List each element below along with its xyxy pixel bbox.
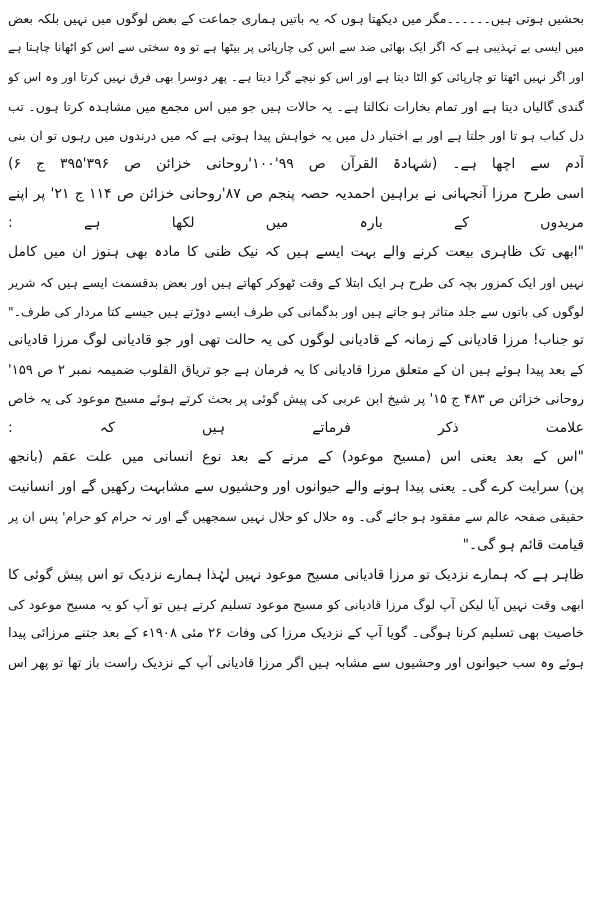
text-line: خاصیت بھی تسلیم کرنا ہوگی۔ گویا آپ کے نزدیک مرزا کی وفات ۲۶ مئی ۱۹۰۸ء کے بعد جتنے مرزائی پیدا (8, 626, 584, 642)
text-line: دل کباب ہو تا اور جلتا ہے اور بے اختیار دل میں یہ خواہش پیدا ہوتی ہے کہ میں درندوں میں رہوں تو ان بنی (8, 128, 584, 144)
quote-line: پن) سرایت کرے گی۔ یعنی پیدا ہونے والے حیوانوں اور وحشیوں سے مشابہت رکھیں گے اور انسانیت (8, 478, 584, 495)
quote-line: قیامت قائم ہو گی۔" (462, 537, 584, 554)
quotation-followers (8, 238, 584, 326)
quote-line: لوگوں کی باتوں سے جلد متاثر ہو جاتے ہیں اور بدگمانی کی طرف ایسے دوڑتے ہیں جیسے کتا مردار کی طرف۔" (8, 303, 584, 319)
text-line: گندی گالیاں دیتا ہے اور تمام بخارات نکالتا ہے۔ یہ حالات ہیں جو میں اس مجمع میں مشاہدہ کرتا ہوں۔ تب (8, 98, 584, 114)
text-line: آدم سے اچھا ہے۔ (شہادۃ القرآن ص ۹۹'۱۰۰'روحانی خزائن ص ۳۹۶'۳۹۵ ج ۶) (8, 156, 584, 173)
text-line: بحشیں ہوتی ہیں۔۔۔۔۔۔مگر میں دیکھتا ہوں کہ یہ باتیں ہماری جماعت کے بعض لوگوں میں نہیں بلکہ بعض (8, 11, 584, 26)
text-line: ہوئے وہ سب حیوانوں اور وحشیوں سے مشابہ ہیں اگر مرزا قادیانی آپ کے نزدیک راست باز تھا تو پھر اس (8, 655, 584, 671)
text-line: تو جناب! مرزا قادیانی کے زمانہ کے قادیانی لوگوں کی یہ حالت تھی اور جو قادیانی لوگ مرزا قادیانی (8, 332, 584, 349)
paragraph-tiryaq-reference (8, 326, 584, 443)
text-line: کے بعد پیدا ہوئے ہیں ان کے متعلق مرزا قادیانی کا یہ فرمان ہے جو تریاق القلوب ضمیمہ نمبر ۲ ص ۱۵۹' (8, 362, 584, 378)
quote-line: حقیقی صفحہ عالم سے مفقود ہو جائے گی۔ وہ حلال کو حلال نہیں سمجھیں گے اور نہ حرام کو حرام' پس ان پر (8, 509, 584, 525)
quote-line: نہیں اور ایک کمزور بچہ کی طرح ہر ایک ابتلا کے وقت ٹھوکر کھاتے ہیں اور بعض بدقسمت ایسے ہیں کہ شریر (8, 274, 584, 290)
text-line: اور اگر نہیں اٹھتا تو چارپائی کو الٹا دیتا ہے اور اس کو نیچے گرا دیتا ہے۔ پھر دوسرا بھی فرق نہیں کرتا اور وہ اس کو (8, 69, 584, 84)
quotation-promised-messiah (8, 443, 584, 560)
paragraph-wild-manners (8, 4, 584, 180)
paragraph-braheen-reference (8, 180, 584, 239)
text-line: روحانی خزائن ص ۴۸۳ ج ۱۵' پر شیخ ابن عربی کی پیش گوئی پر بحث کرتے ہوئے مسیح موعود کی یہ خاص (8, 391, 584, 407)
text-line: ظاہر ہے کہ ہمارے نزدیک تو مرزا قادیانی مسیح موعود نہیں لہٰذا ہمارے نزدیک تو اس پیش گوئی کا (8, 566, 584, 583)
text-line: مریدوں کے بارہ میں لکھا ہے : (8, 215, 584, 232)
quote-line: "ابھی تک ظاہری بیعت کرنے والے بہت ایسے ہیں کہ نیک ظنی کا مادہ بھی ہنوز ان میں کامل (8, 244, 584, 261)
text-line: میں ایسی بے تہذیبی ہے کہ اگر ایک بھائی ضد سے اس کی چارپائی پر بیٹھا ہے تو وہ سختی سے اس کو اٹھانا چاہتا ہے (8, 40, 584, 55)
text-line: اسی طرح مرزا آنجہانی نے براہین احمدیہ حصہ پنجم ص ۸۷'روحانی خزائن ص ۱۱۴ ج ۲۱' پر اپنے (8, 185, 584, 202)
quote-line: "اس کے بعد یعنی اس (مسیح موعود) کے مرنے کے بعد نوع انسانی میں علت عقم (بانجھ (8, 449, 584, 466)
text-line: ابھی وقت نہیں آیا لیکن آپ لوگ مرزا قادیانی کو مسیح موعود تسلیم کرتے ہیں تو آپ کو یہ مسیح موعود کی (8, 596, 584, 612)
text-line: علامت ذکر فرماتے ہیں کہ : (8, 420, 584, 437)
paragraph-conclusion (8, 561, 584, 678)
